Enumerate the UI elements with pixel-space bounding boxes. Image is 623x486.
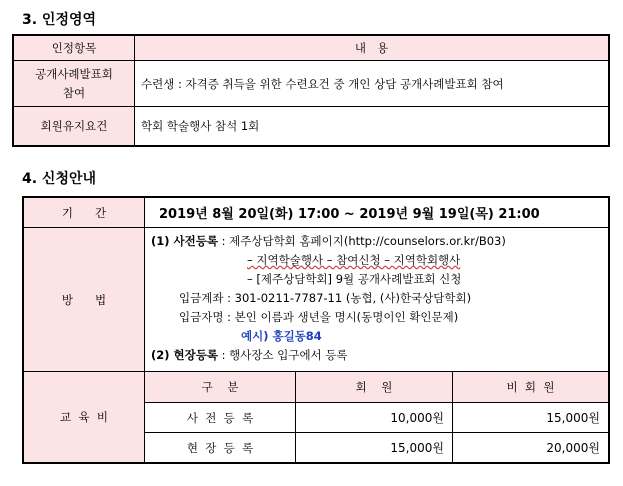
fee-type-pre: 사 전 등 록 (145, 403, 296, 433)
header-item: 인정항목 (13, 35, 135, 61)
item-case-presentation (13, 61, 135, 107)
fee-header-member: 회 원 (296, 372, 453, 403)
fee-member-pre: 10,000원 (296, 403, 453, 433)
pre-registration-text: : 제주상담학회 홈페이지(http://counselors.or.kr/B03) (217, 234, 506, 248)
notice-line: – [제주상담학회] 9월 공개사례발표회 신청 (247, 272, 462, 286)
method-label: 방 법 (23, 228, 145, 372)
period-value: 2019년 8월 20일(화) 17:00 ~ 2019년 9월 19일(목) 21:00 (145, 197, 610, 228)
application-table (22, 196, 610, 464)
method-row (23, 228, 609, 372)
section-3-title: 3. 인정영역 (22, 12, 97, 28)
pre-registration-line (151, 232, 602, 251)
depositor-line: 입금자명 : 본인 이름과 생년을 명시(동명이인 확인문제) (179, 310, 459, 324)
account-line: 입금계좌 : 301-0211-7787-11 (농협, (사)한국상담학회) (179, 291, 472, 305)
pre-registration-heading: (1) 사전등록 (151, 234, 218, 248)
method-content (145, 228, 610, 372)
fee-nonmember-onsite: 20,000원 (453, 433, 610, 464)
fee-nonmember-pre: 15,000원 (453, 403, 610, 433)
content-case-presentation: 수련생 : 자격증 취득을 위한 수련요건 중 개인 상담 공개사례발표회 참여 (135, 61, 610, 107)
table-row (13, 107, 609, 147)
fee-member-onsite: 15,000원 (296, 433, 453, 464)
period-row (23, 197, 609, 228)
fee-header-type: 구 분 (145, 372, 296, 403)
period-label: 기 간 (23, 197, 145, 228)
content-membership: 학회 학술행사 참석 1회 (135, 107, 610, 147)
fee-type-onsite: 현 장 등 록 (145, 433, 296, 464)
item-membership: 회원유지요건 (13, 107, 135, 147)
item-line-1: 공개사례발표회 (35, 66, 113, 81)
header-content: 내 용 (135, 35, 610, 61)
onsite-registration-heading: (2) 현장등록 (151, 348, 218, 362)
example-line: 예시) 홍길동84 (241, 329, 322, 343)
onsite-registration-line (151, 346, 602, 365)
item-line-2: 참여 (62, 85, 86, 100)
section-4-title: 4. 신청안내 (22, 171, 97, 187)
fee-label: 교 육 비 (23, 372, 145, 464)
table-header-row (13, 35, 609, 61)
onsite-registration-text: : 행사장소 입구에서 등록 (217, 348, 348, 362)
fee-header-row (23, 372, 609, 403)
recognition-table (12, 34, 610, 147)
fee-header-nonmember: 비 회 원 (453, 372, 610, 403)
menu-path-line: – 지역학술행사 – 참여신청 – 지역학회행사 (247, 253, 461, 267)
table-row (13, 61, 609, 107)
